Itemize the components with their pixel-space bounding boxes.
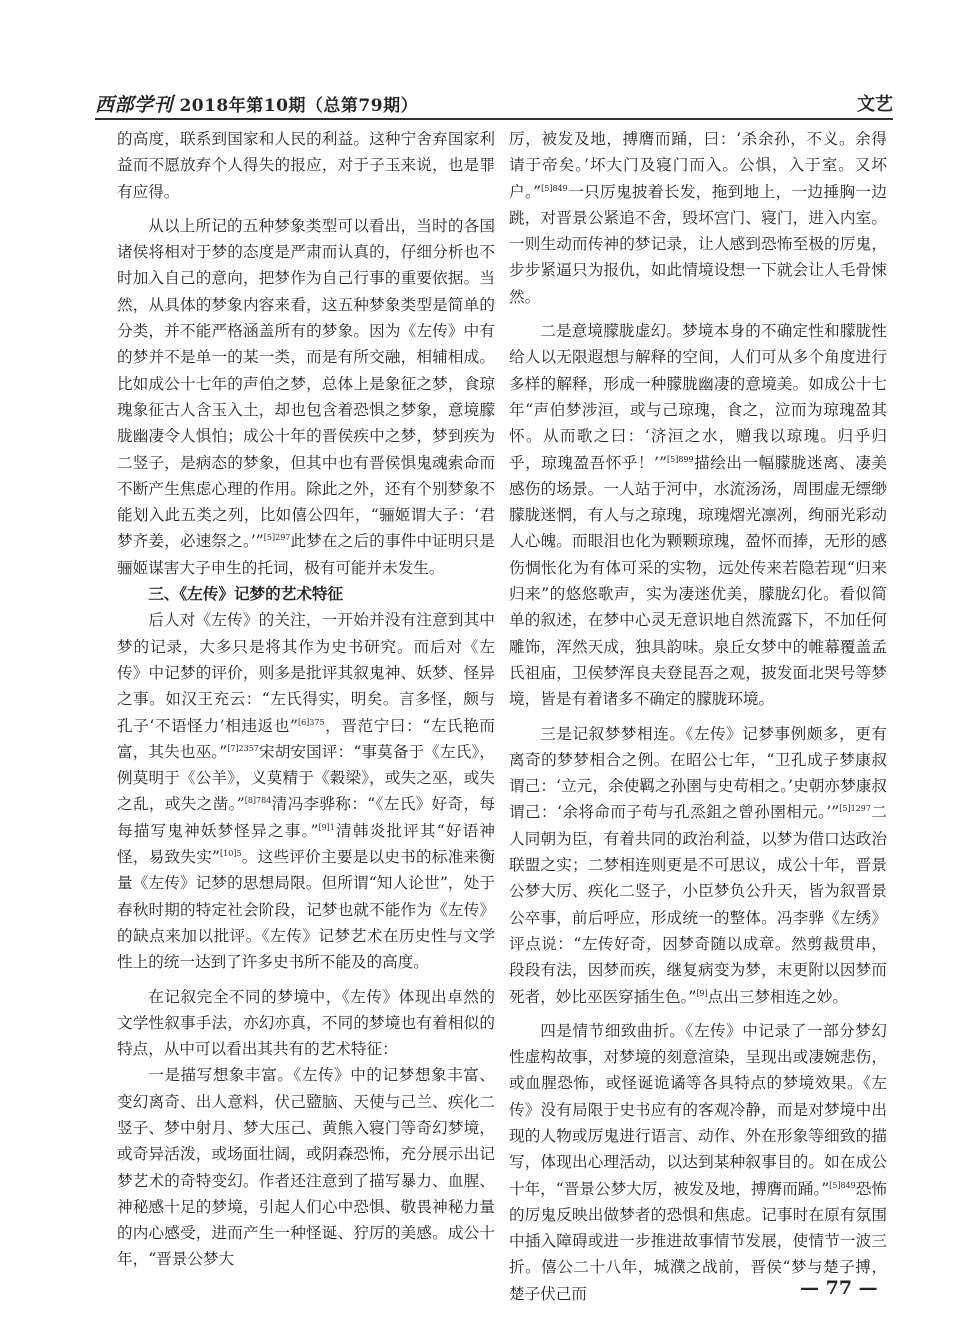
paragraph: 一是描写想象丰富。《左传》中的记梦想象丰富、变幻离奇、出人意料，伏己盬脑、天使与己兰、疾化二竖子、梦中射月、梦大压己、黄熊入寝门等奇幻梦境，或奇异活泼，或场面壮阔，或阴森恐怖，充分展示出记梦艺术的奇特变幻。作者还注意到了描写暴力、血腥、神秘感十足的梦境，引起人们心中恐惧、敬畏神秘力量的内心感受，进而产生一种怪诞、狞厉的美感。成公十年，“晋景公梦大 — [117, 1066, 495, 1269]
paragraph: 三是记叙梦梦相连。《左传》记梦事例颇多，更有离奇的梦梦相合之例。在昭公七年，“卫孔成子梦康叔谓己：‘立元，余使羁之孙圉与史苟相之。’史朝亦梦康叔谓己：‘余将命而子苟与孔烝鉏之曾孙圉相元。’”$^{[5]1297}$二人同朝为臣，有着共同的政治利益，以梦为借口达政治联盟之实；二梦相连则更是不可思议，成公十年，晋景公梦大厉、疾化二竖子，小臣梦负公升天，皆为叙晋景公卒事，前后呼应，形成统一的整体。冯李骅《左绣》评点说：“左传好奇，因梦奇随以成章。然剪裁贯串，段段有法，因梦而疾，继复病变为梦，末更附以因梦而死者，妙比巫医穿插生色。”[9]点出三梦相连之妙。 — [509, 724, 887, 1006]
citation: [9] — [696, 988, 708, 998]
paragraph: 后人对《左传》的关注，一开始并没有注意到其中梦的记录，大多只是将其作为史书研究。而后对《左传》中记梦的评价，则多是批评其叙鬼神、妖梦、怪异之事。如汉王充云：“左氏得实，明矣。言多怪，颇与孔子‘不语怪力’相违返也”$^{[6]375}$，晋范宁曰：“左氏艳而富，其失也巫。”$^{[7]2357}$宋胡安国评：“事莫备于《左氏》，例莫明于《公羊》，义莫精于《穀梁》，或失之巫，或失之乱，或失之凿。”$^{[8]784}$清冯李骅称：“《左氏》好奇，每每描写鬼神妖梦怪异之事。”$^{[9]1}$清韩炎批评其“好语神怪，易致失实”$^{[10]5}$。这些评价主要是以史书的标准来衡量《左传》记梦的思想局限。但所谓“知人论世”，处于春秋时期的特定社会阶段，记梦也就不能作为《左传》的缺点来加以批评。《左传》记梦艺术在历史性与文学性上的统一达到了许多史书所不能及的高度。 — [117, 611, 495, 972]
journal-issue-line — [95, 90, 418, 117]
journal-name: 西部学刊 — [95, 94, 174, 116]
citation: [5]849 — [541, 183, 568, 193]
citation: [10]5 — [220, 849, 242, 859]
citation: [7]2357 — [227, 743, 259, 753]
citation: [8]784 — [244, 796, 272, 806]
citation: [5]899 — [666, 454, 694, 464]
section-label: 文艺 — [857, 94, 893, 115]
paragraph: 二是意境朦胧虚幻。梦境本身的不确定性和朦胧性给人以无限遐想与解释的空间，人们可从多个角度进行多样的解释，形成一种朦胧幽凄的意境美。如成公十七年“声伯梦涉洹，或与己琼瑰，食之，泣而为琼瑰盈其怀。从而歌之曰：‘济洹之水，赠我以琼瑰。归乎归乎，琼瑰盈吾怀乎！’”$^{[5]899}$描绘出一幅朦胧迷离、凄美感伤的场景。一人站于河中，水流汤汤，周围虚无缥缈朦胧迷惘，有人与之琼瑰，琼瑰熠光凛冽，绚丽光彩动人心魄。而眼泪也化为颗颗琼瑰，盈怀而捧，无形的感伤惆怅化为有体可采的实物，远处传来若隐若现“归来归来”的悠悠歌声，实为凄迷优美，朦胧幻化。看似简单的叙述，在梦中心灵无意识地自然流露下，不加任何雕饰，浑然天成，独具韵味。泉丘女梦中的帷幕覆盖孟氏祖庙，卫侯梦浑良夫登昆吾之观，披发面北哭号等梦境，皆是有着诸多不确定的朦胧环境。 — [509, 322, 887, 709]
citation: [5]297 — [263, 533, 291, 543]
citation: [6]375 — [297, 717, 325, 727]
paragraph: 在记叙完全不同的梦境中，《左传》体现出卓然的文学性叙事手法，亦幻亦真，不同的梦境也有着相似的特点，从中可以看出其共有的艺术特征： — [117, 987, 495, 1059]
paragraph: 的高度，联系到国家和人民的利益。这种宁舍弃国家利益而不愿放弃个人得失的报应，对于子玉来说，也是罪有应得。 — [117, 130, 495, 201]
issue-label: 2018年第10期（总第79期） — [179, 96, 419, 116]
citation: [9]1 — [318, 822, 335, 832]
paragraph: 从以上所记的五种梦象类型可以看出，当时的各国诸侯将相对于梦的态度是严肃而认真的，仔细分析也不时加入自己的意向，把梦作为自己行事的重要依据。当然，从具体的梦象内容来看，这五种梦象类型是简单的分类，并不能严格涵盖所有的梦象。因为《左传》中有的梦并不是单一的某一类，而是有所交融，相辅相成。比如成公十七年的声伯之梦，总体上是象征之梦，食琼瑰象征古人含玉入土，却也包含着恐惧之梦象，意境朦胧幽凄令人惧怕；成公十年的晋侯疾中之梦，梦到疾为二竖子，是病态的梦象，但其中也有晋侯惧鬼魂索命而不断产生焦虑心理的作用。除此之外，还有个别梦象不能划入此五类之列，比如僖公四年，“骊姬谓大子：‘君梦齐姜，必速祭之。’”$^{[5]297}$此梦在之后的事件中证明只是骊姬谋害大子申生的托词，极有可能并未发生。 — [117, 216, 495, 577]
citation: [5]849 — [829, 1180, 856, 1190]
running-header — [95, 84, 893, 118]
left-column — [117, 126, 495, 1273]
citation: [5]1297 — [839, 804, 871, 814]
right-column — [509, 126, 887, 1307]
section-heading: 三、《左传》记梦的艺术特征 — [148, 585, 344, 604]
paragraph: 四是情节细致曲折。《左传》中记录了一部分梦幻性虚构故事，对梦境的刻意渲染，呈现出或凄婉悲伤，或血腥恐怖，或怪诞诡谲等各具特点的梦境效果。《左传》没有局限于史书应有的客观冷静，而是对梦境中出现的人物或厉鬼进行语言、动作、外在形象等细致的描写，体现出心理活动，以达到某种叙事目的。如在成公十年，“晋景公梦大厉，被发及地，搏膺而踊。”$^{[5]849}$恐怖的厉鬼反映出做梦者的恐惧和焦虑。记事时在原有氛围中插入障碍或进一步推进故事情节发展，使情节一波三折。僖公二十八年，城濮之战前，晋侯“梦与楚子搏，楚子伏己而 — [509, 1021, 887, 1303]
paragraph: 厉，被发及地，搏膺而踊，曰：‘杀余孙，不义。余得请于帝矣。’坏大门及寝门而入。公惧，入于室。又坏户。”$^{[5]849}$一只厉鬼披着长发，拖到地上，一边捶胸一边跳，对晋景公紧追不舍，毁坏宫门、寝门，进入内室。一则生动而传神的梦记录，让人感到恐怖至极的厉鬼，步步紧逼只为报仇，如此情境设想一下就会让人毛骨悚然。 — [509, 130, 887, 306]
header-rule — [95, 118, 893, 120]
page-number: — 77 — — [800, 1277, 878, 1299]
